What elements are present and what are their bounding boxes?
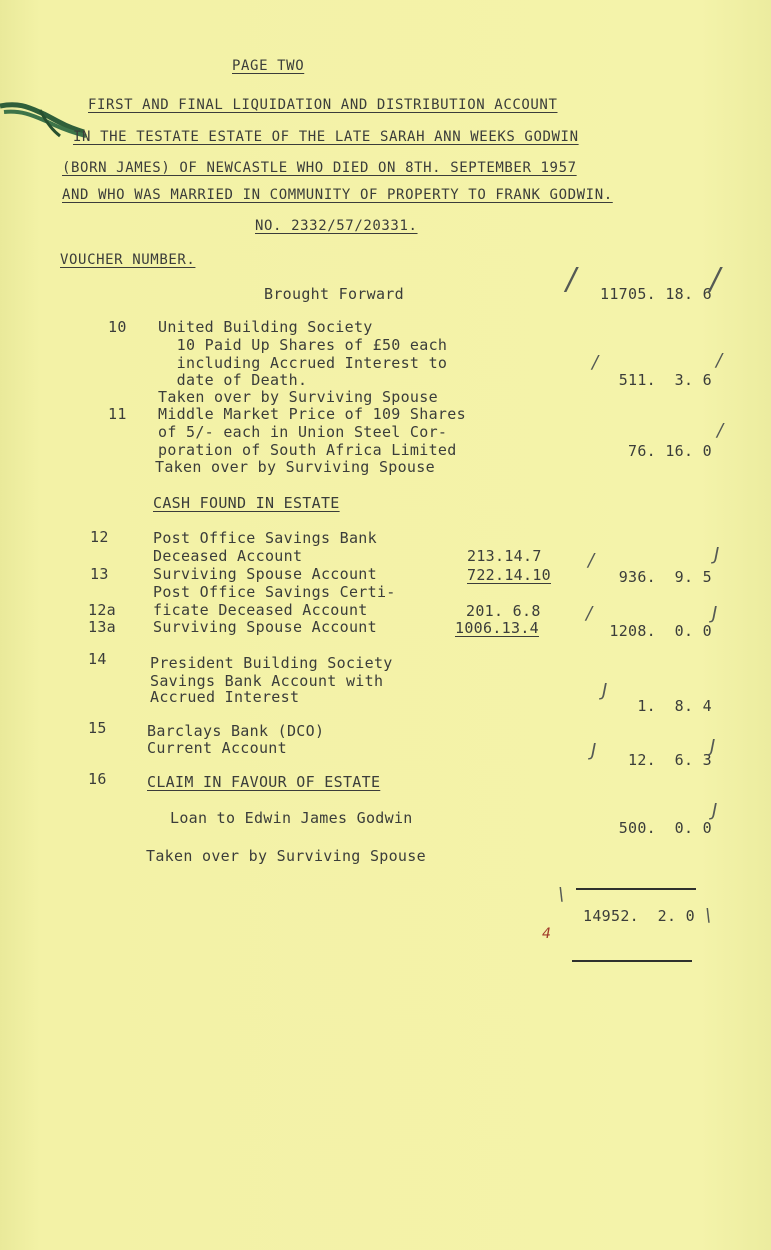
title-line-3: (BORN JAMES) OF NEWCASTLE WHO DIED ON 8TH. SEPTEMBER 1957 (62, 160, 577, 176)
voucher-number: 11 (108, 405, 127, 423)
sub-amount: 722.14.10 (467, 566, 551, 584)
item-text-line: Deceased Account (153, 547, 303, 565)
item-text-line: Surviving Spouse Account (153, 618, 377, 636)
item-amount: 1208. 0. 0 (609, 622, 712, 640)
item-text-line: United Building Society (158, 318, 373, 336)
item-amount: 76. 16. 0 (628, 442, 712, 460)
item-text-line: 10 Paid Up Shares of £50 each (158, 336, 448, 354)
item-text-line: Taken over by Surviving Spouse (158, 388, 438, 406)
estate-number: NO. 2332/57/20331. (255, 218, 418, 234)
total-top-rule (576, 888, 696, 890)
sub-amount: 1006.13.4 (455, 619, 539, 637)
check-mark-icon: / (710, 262, 721, 297)
check-mark-icon: J (710, 736, 716, 757)
check-mark-icon: / (717, 420, 724, 441)
item-amount: 1. 8. 4 (637, 697, 712, 715)
sub-amount: 213.14.7 (467, 547, 542, 565)
check-mark-icon: / (592, 352, 599, 373)
title-line-1: FIRST AND FINAL LIQUIDATION AND DISTRIBUTION ACCOUNT (88, 97, 558, 113)
brought-forward-label: Brought Forward (264, 285, 404, 303)
check-mark-icon: / (586, 603, 593, 624)
item-amount: 500. 0. 0 (618, 819, 712, 837)
item-amount: 936. 9. 5 (618, 568, 712, 586)
check-mark-icon: / (566, 262, 577, 297)
voucher-number: 15 (88, 719, 107, 737)
item-text-line: of 5/- each in Union Steel Cor- (158, 423, 448, 441)
item-amount: 12. 6. 3 (628, 751, 712, 769)
voucher-number: 16 (88, 770, 107, 788)
item-text-line: ficate Deceased Account (153, 601, 368, 619)
item-text-line: Barclays Bank (DCO) (147, 722, 325, 740)
item-text-line: Post Office Savings Bank (153, 529, 377, 547)
sub-amount: 201. 6.8 (466, 602, 541, 620)
cash-heading: CASH FOUND IN ESTATE (153, 494, 340, 512)
claim-heading: CLAIM IN FAVOUR OF ESTATE (147, 773, 381, 791)
check-mark-icon: J (712, 603, 718, 624)
title-line-2: IN THE TESTATE ESTATE OF THE LATE SARAH ANN WEEKS GODWIN (73, 129, 579, 145)
check-mark-icon: / (716, 350, 723, 371)
check-mark-icon: \ (705, 905, 712, 926)
item-text-line: Loan to Edwin James Godwin (170, 809, 413, 827)
item-text-line: Savings Bank Account with (150, 672, 384, 690)
total-bottom-rule (572, 960, 692, 962)
brought-forward-amount: 11705. 18. 6 (600, 285, 712, 303)
item-text-line: date of Death. (158, 371, 308, 389)
voucher-number: 12 (90, 528, 109, 546)
voucher-number: 13a (88, 618, 116, 636)
voucher-number: 14 (88, 650, 107, 668)
item-text-line: Post Office Savings Certi- (153, 583, 396, 601)
item-text-line: President Building Society (150, 654, 393, 672)
page-label: PAGE TWO (232, 58, 305, 74)
voucher-number: 13 (90, 565, 109, 583)
check-mark-icon: J (591, 740, 597, 761)
check-mark-icon: J (712, 800, 718, 821)
check-mark-icon: J (602, 680, 608, 701)
item-text-line: Taken over by Surviving Spouse (146, 847, 426, 865)
item-text-line: Surviving Spouse Account (153, 565, 377, 583)
item-text-line: poration of South Africa Limited (158, 441, 457, 459)
voucher-number: 12a (88, 601, 116, 619)
check-mark-icon: \ (558, 884, 565, 905)
voucher-heading: VOUCHER NUMBER. (60, 252, 196, 268)
title-line-4: AND WHO WAS MARRIED IN COMMUNITY OF PROPERTY TO FRANK GODWIN. (62, 187, 613, 203)
item-text-line: Current Account (147, 739, 287, 757)
grand-total: 14952. 2. 0 (583, 907, 695, 925)
item-text-line: Accrued Interest (150, 688, 300, 706)
check-mark-icon: J (714, 544, 720, 565)
check-mark-icon: / (588, 550, 595, 571)
item-amount: 511. 3. 6 (618, 371, 712, 389)
item-text-line: including Accrued Interest to (158, 354, 448, 372)
item-text-line: Taken over by Surviving Spouse (155, 458, 435, 476)
item-text-line: Middle Market Price of 109 Shares (158, 405, 466, 423)
check-mark-icon: 4 (542, 926, 551, 942)
voucher-number: 10 (108, 318, 127, 336)
